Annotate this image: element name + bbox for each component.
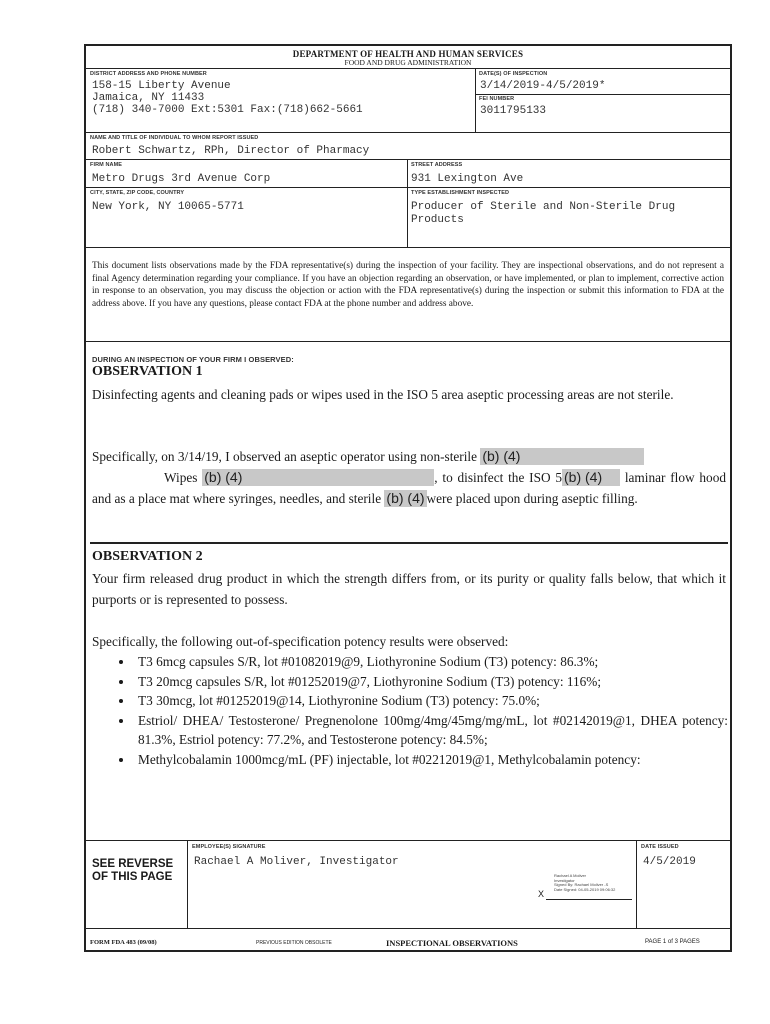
employee-signature-label: EMPLOYEE(S) SIGNATURE [192,844,266,850]
potency-results-list [114,652,728,769]
obs1-text-5: were placed upon during aseptic filling. [426,491,638,506]
firm-name: Metro Drugs 3rd Avenue Corp [92,173,271,185]
see-reverse-line-1: SEE REVERSE [92,858,174,870]
observation-2-title: OBSERVATION 2 [92,549,203,564]
inspection-dates: 3/14/2019-4/5/2019* [480,80,606,92]
firm-label: FIRM NAME [90,162,123,168]
type-line-2: Products [411,214,464,226]
obs1-text-2: Wipes [164,470,198,485]
city-value: New York, NY 10065-5771 [92,201,244,213]
obs1-text-1: Specifically, on 3/14/19, I observed an aseptic operator using non-sterile [92,449,478,464]
dates-label: DATE(S) OF INSPECTION [479,71,548,77]
form-id: FORM FDA 483 (09/08) [90,939,157,946]
department-title: DEPARTMENT OF HEALTH AND HUMAN SERVICES [292,49,524,59]
district-line-3: (718) 340-7000 Ext:5301 Fax:(718)662-5661 [92,104,363,116]
list-item: • T3 20mcg capsules S/R, lot #01252019@7, Liothyronine Sodium (T3) potency: 116%; [134,672,728,692]
redaction-b4: (b) (4) [202,469,434,486]
redaction-b4: (b) (4) [386,490,425,506]
form-header [86,46,730,69]
disclaimer-text: This document lists observations made by the FDA representative(s) during the inspection of your facility. They are inspectional observations, and do not represent a final Agency determination regarding your compliance. If you have an objection regarding an observation, or have implemented, or plan to implement, corrective action in response to an observation, you may discuss the objection or action with the FDA representative(s) during the inspection or submit this information to FDA at the address above. If you have any questions, please contact FDA at the phone number and address above. [92,261,724,309]
individual-name: Robert Schwartz, RPh, Director of Pharmacy [92,145,370,157]
type-label: TYPE ESTABLISHMENT INSPECTED [411,190,510,196]
street-label: STREET ADDRESS [411,162,463,168]
individual-label: NAME AND TITLE OF INDIVIDUAL TO WHOM REPORT ISSUED [90,135,259,141]
district-line-1: 158-15 Liberty Avenue [92,80,231,92]
obs1-text-4: laminar flow hood and as a place mat where syringes, needles, and sterile [92,470,727,506]
redaction-b4: (b) (4) [480,448,644,465]
date-issued: 4/5/2019 [643,856,696,868]
fda-483-form [84,44,732,952]
previous-edition-note: PREVIOUS EDITION OBSOLETE [256,940,332,946]
see-reverse-note [92,858,173,884]
redaction-b4: (b) (4) [562,469,620,486]
signature-x: X [538,889,545,899]
list-item: • Methylcobalamin 1000mcg/mL (PF) injectable, lot #02212019@1, Methylcobalamin potency: [134,750,728,770]
observation-2-intro: Your firm released drug product in which the strength differs from, or its purity or quality falls below, that which it purports or is represented to possess. [92,571,726,607]
district-line-2: Jamaica, NY 11433 [92,92,205,104]
observation-1-intro: Disinfecting agents and cleaning pads or wipes used in the ISO 5 area aseptic processing areas are not sterile. [92,387,674,402]
observation-2-spec: Specifically, the following out-of-specification potency results were observed: [92,634,509,649]
agency-title: FOOD AND DRUG ADMINISTRATION [344,58,472,67]
see-reverse-line-2: OF THIS PAGE [92,871,173,883]
list-item: • T3 30mcg, lot #01252019@14, Liothyronine Sodium (T3) potency: 75.0%; [134,691,728,711]
street-address: 931 Lexington Ave [411,173,524,185]
employee-signature: Rachael A Moliver, Investigator [194,856,399,868]
date-issued-label: DATE ISSUED [641,844,679,850]
obs1-text-3: , to disinfect the ISO 5 [434,470,563,485]
digital-signature: Rachael A Moliver Investigator Signed By: Rachael Moliver -S Date Signed: 04-05-2019 09:06:32 [554,873,616,892]
form-title: INSPECTIONAL OBSERVATIONS [386,938,518,948]
fei-label: FEI NUMBER [479,96,515,102]
page-number: PAGE 1 of 3 PAGES [645,939,700,945]
observation-1-title: OBSERVATION 1 [92,364,203,379]
observation-1-detail [92,446,726,509]
list-item: • T3 6mcg capsules S/R, lot #01082019@9, Liothyronine Sodium (T3) potency: 86.3%; [134,652,728,672]
fei-number: 3011795133 [480,105,547,117]
observed-heading: DURING AN INSPECTION OF YOUR FIRM I OBSERVED: [92,355,294,364]
type-line-1: Producer of Sterile and Non-Sterile Drug [411,201,676,213]
list-item: • Estriol/ DHEA/ Testosterone/ Pregnenolone 100mg/4mg/45mg/mg/mL, lot #02142019@1, DHEA potency: 81.3%, Estriol potency: 77.2%, and Testosterone potency: 84.5%; [134,711,728,750]
city-label: CITY, STATE, ZIP CODE, COUNTRY [90,190,185,196]
district-label: DISTRICT ADDRESS AND PHONE NUMBER [90,71,207,77]
